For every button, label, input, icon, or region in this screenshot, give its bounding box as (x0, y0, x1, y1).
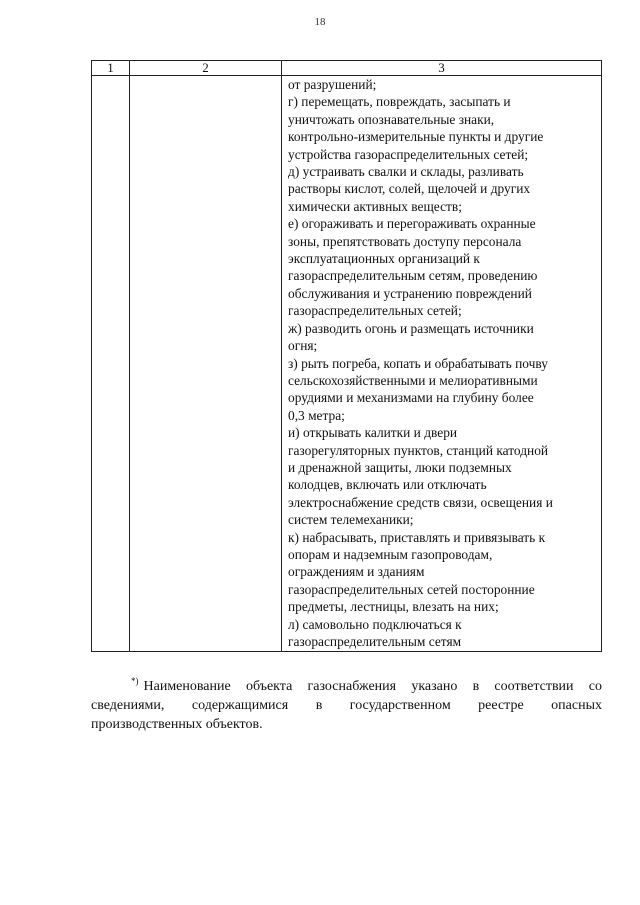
text-line: ограждениям и зданиям (288, 564, 425, 580)
header-col-3: 3 (282, 61, 602, 76)
text-line: к) набрасывать, приставлять и привязывать к (288, 529, 546, 545)
text-line: эксплуатационных организаций к (288, 251, 480, 267)
text-line: уничтожать опознавательные знаки, (288, 111, 495, 127)
text-line: з) рыть погреба, копать и обрабатывать почву (288, 355, 548, 371)
text-line: газораспределительным сетям (288, 634, 462, 649)
text-line: систем телемеханики; (288, 512, 414, 528)
text-line: газораспределительных сетей посторонние (288, 581, 535, 597)
text-line: и дренажной защиты, люки подземных (288, 459, 512, 475)
text-line: электроснабжение средств связи, освещения и (288, 494, 553, 510)
text-line: растворы кислот, солей, щелочей и других (288, 181, 531, 197)
footnote-line (91, 677, 602, 696)
text-line: устройства газораспределительных сетей; (288, 146, 529, 162)
footnote-text-1: Наименование объекта газоснабжения указано в соответствии со (143, 679, 602, 694)
text-line: предметы, лестницы, влезать на них; (288, 599, 499, 615)
text-line: газорегуляторных пунктов, станций катодной (288, 442, 549, 458)
table-row (92, 76, 602, 652)
text-line: огня; (288, 338, 318, 354)
table-header-row (92, 61, 602, 76)
text-line: л) самовольно подключаться к (288, 616, 462, 632)
text-line: обслуживания и устранению повреждений (288, 285, 532, 301)
text-line: зоны, препятствовать доступу персонала (288, 233, 522, 249)
text-line: 0,3 метра; (288, 407, 345, 423)
text-line: химически активных веществ; (288, 198, 462, 214)
text-line: от разрушений; (288, 77, 377, 92)
text-line: газораспределительным сетям, проведению (288, 268, 538, 284)
text-line: контрольно-измерительные пункты и другие (288, 129, 544, 145)
regulation-table (91, 60, 602, 652)
footnote-marker: *) (131, 676, 139, 687)
text-line: газораспределительных сетей; (288, 303, 462, 319)
cell-col-1 (92, 76, 130, 652)
text-line: орудиями и механизмами на глубину более (288, 390, 534, 406)
header-col-2: 2 (130, 61, 282, 76)
page-number: 18 (314, 16, 326, 28)
footnote (91, 677, 602, 734)
cell-col-3-restrictions (282, 76, 602, 652)
text-line: д) устраивать свалки и склады, разливать (288, 164, 524, 180)
text-line: колодцев, включать или отключать (288, 477, 487, 493)
footnote-line: сведениями, содержащимися в государственном реестре опасных (91, 698, 602, 713)
text-line: опорам и надземным газопроводам, (288, 546, 493, 562)
text-line: и) открывать калитки и двери (288, 425, 458, 441)
footnote-line: производственных объектов. (91, 717, 263, 732)
cell-col-2 (130, 76, 282, 652)
text-line: г) перемещать, повреждать, засыпать и (288, 94, 511, 110)
text-line: сельскохозяйственными и мелиоративными (288, 372, 538, 388)
text-line: е) огораживать и перегораживать охранные (288, 216, 536, 232)
text-line: ж) разводить огонь и размещать источники (288, 320, 534, 336)
header-col-1: 1 (92, 61, 130, 76)
